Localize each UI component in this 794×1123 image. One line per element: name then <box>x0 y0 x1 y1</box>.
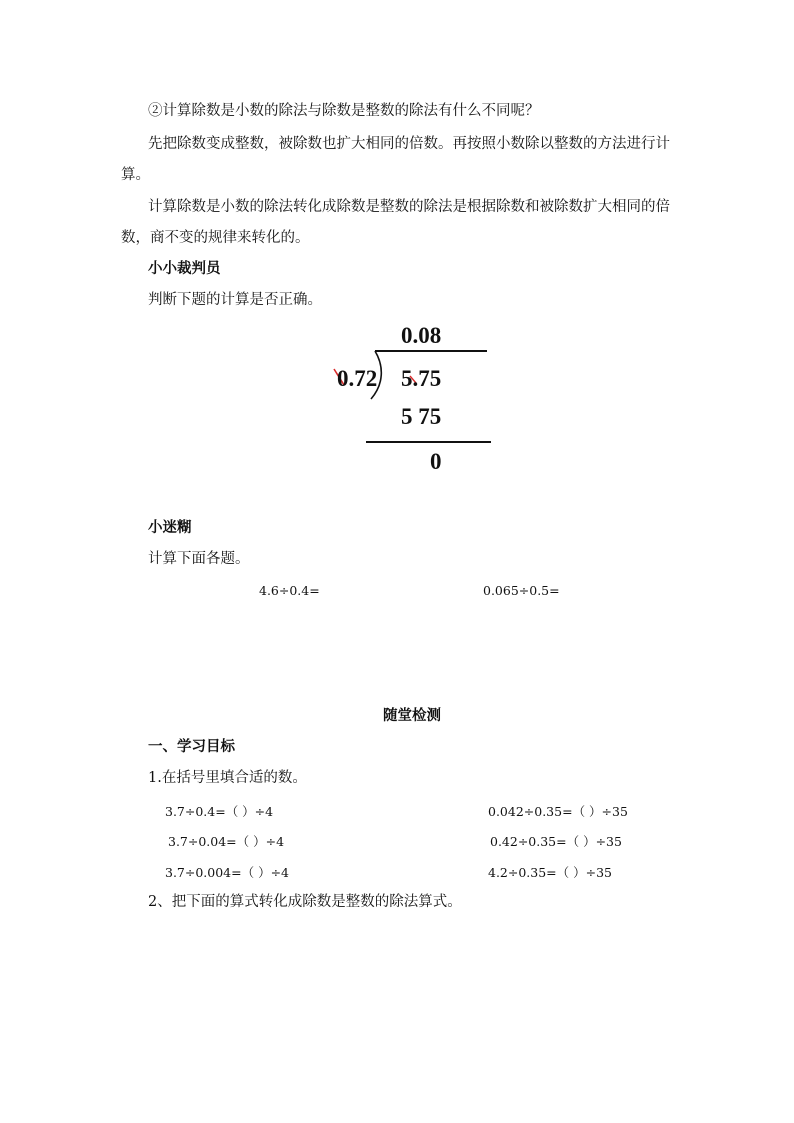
division-remainder: 0 <box>430 449 442 474</box>
fill-right-2: 0.42÷0.35=（ ）÷35 <box>490 834 622 849</box>
fill-left-2: 3.7÷0.04=（ ）÷4 <box>168 834 285 849</box>
division-product: 5 75 <box>401 404 442 429</box>
fill-left-1: 3.7÷0.4=（ ）÷4 <box>165 804 274 819</box>
answer1-line2: 算。 <box>121 167 150 183</box>
answer2-line1: 计算除数是小数的除法转化成除数是整数的除法是根据除数和被除数扩大相同的倍 <box>148 199 670 215</box>
fill-right-3: 4.2÷0.35=（ ）÷35 <box>488 865 613 880</box>
judge-instruction: 判断下题的计算是否正确。 <box>148 292 322 308</box>
confusion-instruction: 计算下面各题。 <box>148 551 250 567</box>
answer2-line2: 数，商不变的规律来转化的。 <box>121 230 310 246</box>
answer1-line1: 先把除数变成整数，被除数也扩大相同的倍数。再按照小数除以整数的方法进行计 <box>148 136 670 152</box>
problem-2: 0.065÷0.5= <box>483 583 560 598</box>
division-divisor: 0.72 <box>337 366 378 391</box>
problem-1: 4.6÷0.4= <box>259 583 320 598</box>
check-title: 随堂检测 <box>383 707 441 724</box>
fill-right-1: 0.042÷0.35=（ ）÷35 <box>488 804 628 819</box>
confusion-heading: 小迷糊 <box>148 519 192 536</box>
judge-heading: 小小裁判员 <box>148 260 221 277</box>
check-q1: 1.在括号里填合适的数。 <box>148 770 307 786</box>
question-text: ②计算除数是小数的除法与除数是整数的除法有什么不同呢？ <box>148 103 540 119</box>
check-q2: 2、把下面的算式转化成除数是整数的除法算式。 <box>148 894 462 910</box>
division-quotient: 0.08 <box>401 323 442 348</box>
fill-left-3: 3.7÷0.004=（ ）÷4 <box>165 865 290 880</box>
division-dividend: 5.75 <box>401 366 442 391</box>
division-subtract-line <box>366 441 491 443</box>
check-section-heading: 一、学习目标 <box>148 738 235 755</box>
